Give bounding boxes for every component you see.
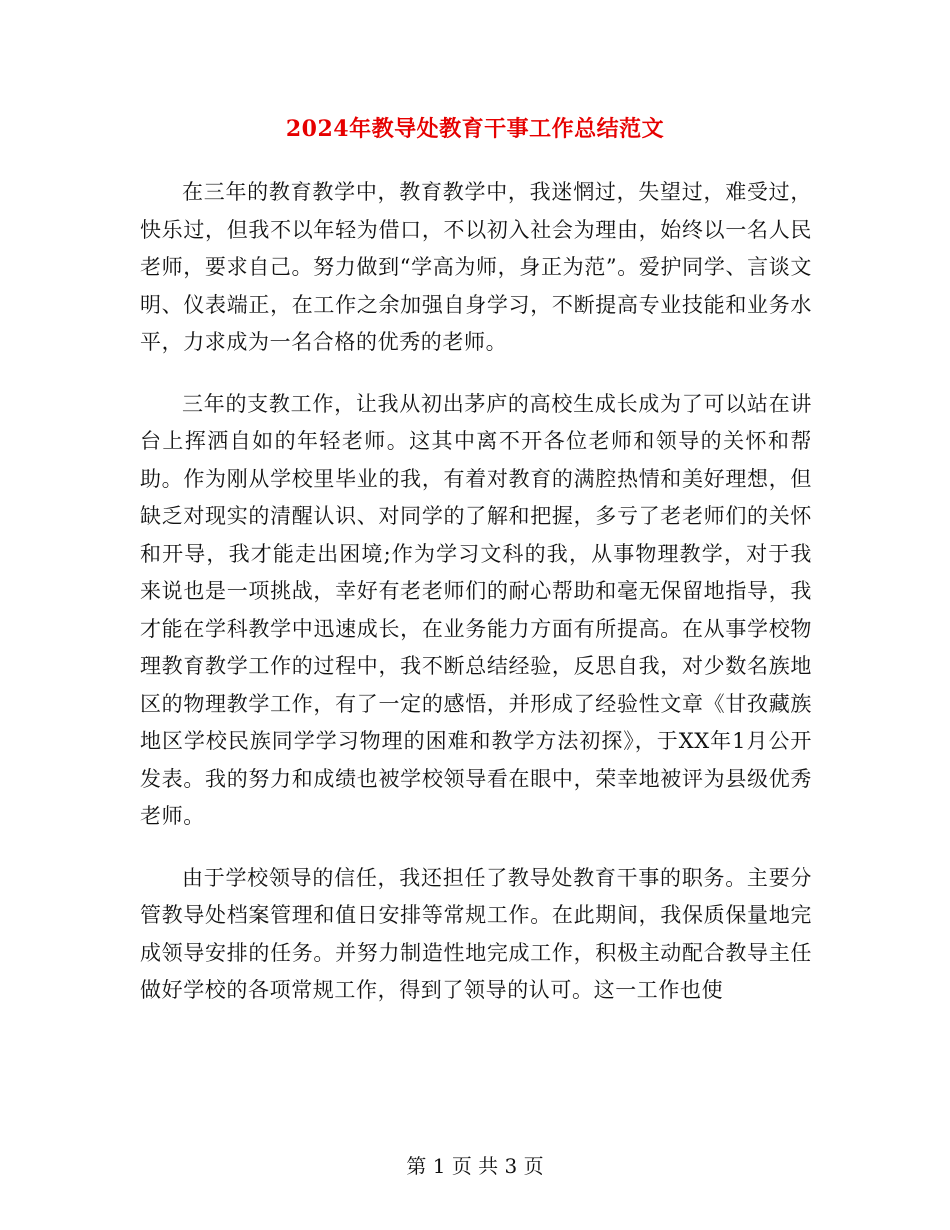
document-title: 2024年教导处教育干事工作总结范文 [285, 116, 665, 142]
paragraph-2: 三年的支教工作，让我从初出茅庐的高校生成长成为了可以站在讲台上挥洒自如的年轻老师。这其中离不开各位老师和领导的关怀和帮助。作为刚从学校里毕业的我，有着对教育的满腔热情和美好理想，但缺乏对现实的清醒认识、对同学的了解和把握，多亏了老老师们的关怀和开导，我才能走出困境;作为学习文科的我，从事物理教学，对于我来说也是一项挑战，幸好有老老师们的耐心帮助和毫无保留地指导，我才能在学科教学中迅速成长，在业务能力方面有所提高。在从事学校物理教育教学工作的过程中，我不断总结经验，反思自我，对少数名族地区的物理教学工作，有了一定的感悟，并形成了经验性文章《甘孜藏族地区学校民族同学学习物理的困难和教学方法初探》，于XX年1月公开发表。我的努力和成绩也被学校领导看在眼中，荣幸地被评为县级优秀老师。 [140, 391, 812, 828]
document-body [140, 174, 812, 1034]
paragraph-1: 在三年的教育教学中，教育教学中，我迷惘过，失望过，难受过，快乐过，但我不以年轻为借口，不以初入社会为理由，始终以一名人民老师，要求自己。努力做到“学高为师，身正为范”。爱护同学、言谈文明、仪表端正，在工作之余加强自身学习，不断提高专业技能和业务水平，力求成为一名合格的优秀的老师。 [140, 180, 812, 354]
paragraph-3: 由于学校领导的信任，我还担任了教导处教育干事的职务。主要分管教导处档案管理和值日安排等常规工作。在此期间，我保质保量地完成领导安排的任务。并努力制造性地完成工作，积极主动配合教导主任做好学校的各项常规工作，得到了领导的认可。这一工作也使 [140, 865, 812, 1002]
page-footer: 第 1 页 共 3 页 [406, 1154, 544, 1178]
